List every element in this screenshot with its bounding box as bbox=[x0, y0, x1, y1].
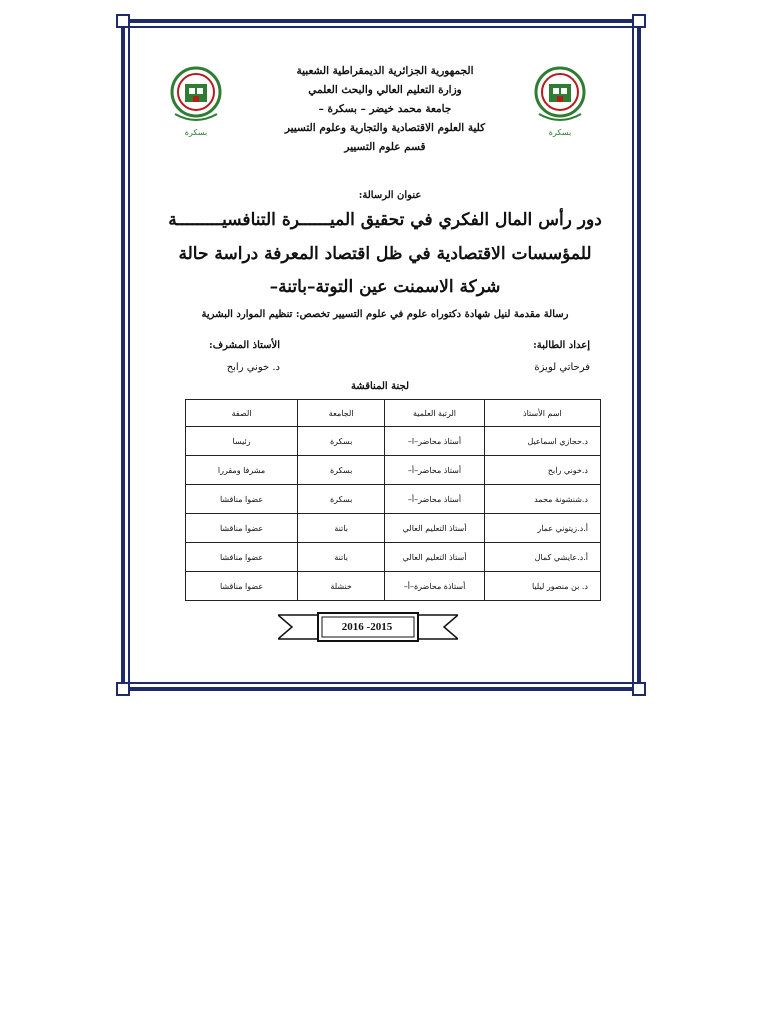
member-role: مشرفا ومقررا bbox=[186, 456, 298, 485]
ministry-line: وزارة التعليم العالي والبحث العلمي bbox=[308, 84, 462, 96]
thesis-title-line-2: للمؤسسات الاقتصادية في ظل اقتصاد المعرفة دراسة حالة bbox=[178, 244, 592, 264]
university-logo-left bbox=[165, 62, 227, 144]
table-row bbox=[186, 456, 601, 485]
border-corner-ornament bbox=[116, 682, 130, 696]
column-header: الصفة bbox=[186, 400, 298, 427]
member-rank: أستاذ التعليم العالي bbox=[385, 514, 485, 543]
member-role: عضوا مناقشا bbox=[186, 543, 298, 572]
member-university: باتنة bbox=[298, 543, 385, 572]
member-role: عضوا مناقشا bbox=[186, 572, 298, 601]
member-rank: أستاذة محاضرة–أ– bbox=[385, 572, 485, 601]
member-university: خنشلة bbox=[298, 572, 385, 601]
table-row bbox=[186, 427, 601, 456]
table-row bbox=[186, 572, 601, 601]
university-line: جامعة محمد خيضر – بسكرة – bbox=[318, 103, 452, 115]
student-name: فرحاتي لويزة bbox=[534, 362, 590, 373]
member-role: رئيسا bbox=[186, 427, 298, 456]
committee-table bbox=[185, 399, 601, 601]
member-rank: أستاذ التعليم العالي bbox=[385, 543, 485, 572]
column-header: الرتبة العلمية bbox=[385, 400, 485, 427]
department-line: قسم علوم التسيير bbox=[344, 141, 426, 153]
member-name: أ.د.زيتوني عمار bbox=[484, 514, 600, 543]
academic-year: 2016 -2015 bbox=[341, 621, 393, 633]
member-role: عضوا مناقشا bbox=[186, 514, 298, 543]
member-university: بسكرة bbox=[298, 427, 385, 456]
border-corner-ornament bbox=[632, 682, 646, 696]
column-header: اسم الأستاذ bbox=[484, 400, 600, 427]
logo-caption: بسكرة bbox=[548, 128, 572, 137]
border-corner-ornament bbox=[632, 14, 646, 28]
table-row bbox=[186, 485, 601, 514]
member-role: عضوا مناقشا bbox=[186, 485, 298, 514]
border-corner-ornament bbox=[116, 14, 130, 28]
faculty-line: كلية العلوم الاقتصادية والتجارية وعلوم التسيير bbox=[284, 122, 486, 134]
thesis-purpose: رسالة مقدمة لنيل شهادة دكتوراه علوم في علوم التسيير تخصص: تنظيم الموارد البشرية bbox=[201, 309, 569, 320]
member-university: بسكرة bbox=[298, 485, 385, 514]
table-row bbox=[186, 514, 601, 543]
supervisor-name: د. خوني رابح bbox=[226, 362, 280, 373]
member-name: د. بن منصور ليليا bbox=[484, 572, 600, 601]
member-name: د.خوني رابح bbox=[484, 456, 600, 485]
member-name: د.حجازي اسماعيل bbox=[484, 427, 600, 456]
member-name: د.شنشونة محمد bbox=[484, 485, 600, 514]
member-rank: أستاذ محاضر–ا– bbox=[385, 427, 485, 456]
member-rank: أستاذ محاضر–أ– bbox=[385, 485, 485, 514]
member-university: باتنة bbox=[298, 514, 385, 543]
thesis-title-label: عنوان الرسالة: bbox=[358, 190, 422, 201]
member-name: أ.د.عايشي كمال bbox=[484, 543, 600, 572]
thesis-title-line-1: دور رأس المال الفكري في تحقيق الميــــــرة التنافسيـــــــــة bbox=[168, 210, 602, 230]
university-logo-right bbox=[529, 62, 591, 144]
member-university: بسكرة bbox=[298, 456, 385, 485]
thesis-title-line-3: شركة الاسمنت عين التوتة–باتنة– bbox=[269, 277, 501, 297]
republic-line: الجمهورية الجزائرية الديمقراطية الشعبية bbox=[296, 65, 474, 77]
student-label: إعداد الطالبة: bbox=[533, 340, 590, 351]
column-header: الجامعة bbox=[298, 400, 385, 427]
logo-caption: بسكرة bbox=[184, 128, 208, 137]
table-header-row bbox=[186, 400, 601, 427]
supervisor-label: الأستاذ المشرف: bbox=[209, 340, 280, 351]
table-row bbox=[186, 543, 601, 572]
institution-header bbox=[240, 62, 530, 157]
committee-title: لجنة المناقشة bbox=[350, 381, 410, 392]
member-rank: أستاذ محاضر–أ– bbox=[385, 456, 485, 485]
